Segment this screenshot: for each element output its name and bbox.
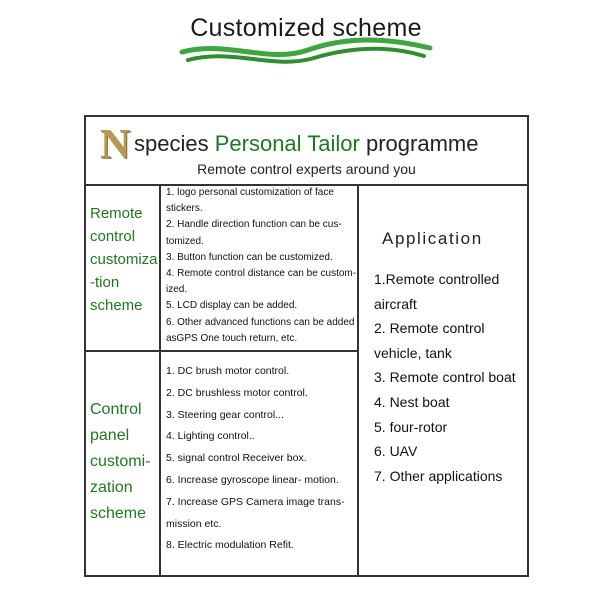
list-item: 6. Other advanced functions can be added [166, 316, 355, 328]
table-title-row [86, 117, 527, 186]
label-line: Control [90, 401, 142, 418]
table-subtitle: Remote control experts around you [197, 161, 416, 177]
list-item: 6. Increase gyroscope linear- motion. [166, 473, 339, 486]
list-item: mission etc. [166, 517, 222, 530]
list-item: 2. DC brushless motor control. [166, 386, 308, 399]
list-item: ized. [166, 284, 188, 296]
remote-control-feature-list [166, 185, 358, 347]
list-item: vehicle, tank [374, 344, 452, 361]
list-item: 2. Handle direction function can be cus- [166, 219, 342, 231]
list-item: 3. Steering gear control... [166, 408, 284, 421]
decorative-initial: N [100, 122, 131, 168]
list-item: 5. four-rotor [374, 418, 448, 435]
list-item: 3. Button function can be customized. [166, 251, 333, 263]
application-heading: Application [382, 229, 483, 248]
list-item: 1. logo personal customization of face [166, 187, 334, 198]
list-item: 4. Remote control distance can be custom- [166, 268, 357, 280]
list-item: 4. Lighting control.. [166, 430, 255, 443]
list-item: 7. Other applications [374, 467, 503, 484]
list-item: 1.Remote controlled [374, 271, 500, 287]
scheme-table [84, 115, 529, 577]
label-line: customiza [90, 251, 158, 268]
list-item: stickers. [166, 203, 203, 215]
list-item: 5. LCD display can be added. [166, 300, 298, 312]
list-item: tomized. [166, 235, 204, 247]
section-label-remote-control [86, 202, 159, 317]
row-divider [86, 350, 359, 352]
label-line: scheme [90, 297, 143, 314]
list-item: 5. signal control Receiver box. [166, 452, 307, 465]
header-title: Customized scheme [190, 14, 422, 42]
list-item: 6. UAV [374, 443, 418, 460]
label-line: panel [90, 427, 130, 444]
title-highlight: Personal Tailor [214, 131, 360, 156]
label-line: -tion [90, 274, 120, 291]
title-prefix: species [134, 131, 209, 156]
label-line: scheme [90, 505, 147, 522]
list-item: 7. Increase GPS Camera image trans- [166, 495, 345, 508]
table-title [134, 131, 478, 157]
list-item: 3. Remote control boat [374, 369, 516, 386]
application-list [374, 267, 528, 488]
title-suffix: programme [365, 131, 479, 156]
green-wave-decoration [178, 30, 434, 70]
label-line: zation [90, 479, 133, 496]
list-item: 2. Remote control [374, 320, 485, 337]
list-item: 8. Electric modulation Refit. [166, 539, 294, 552]
column-divider-left [159, 184, 161, 575]
list-item: 1. DC brush motor control. [166, 365, 290, 377]
label-line: Remote [90, 205, 143, 222]
control-panel-feature-list [166, 361, 358, 557]
label-line: control [90, 228, 136, 245]
label-line: customi- [90, 453, 151, 470]
list-item: aircraft [374, 295, 417, 312]
list-item: 4. Nest boat [374, 393, 450, 410]
section-label-control-panel [86, 397, 159, 527]
list-item: asGPS One touch return, etc. [166, 332, 298, 344]
